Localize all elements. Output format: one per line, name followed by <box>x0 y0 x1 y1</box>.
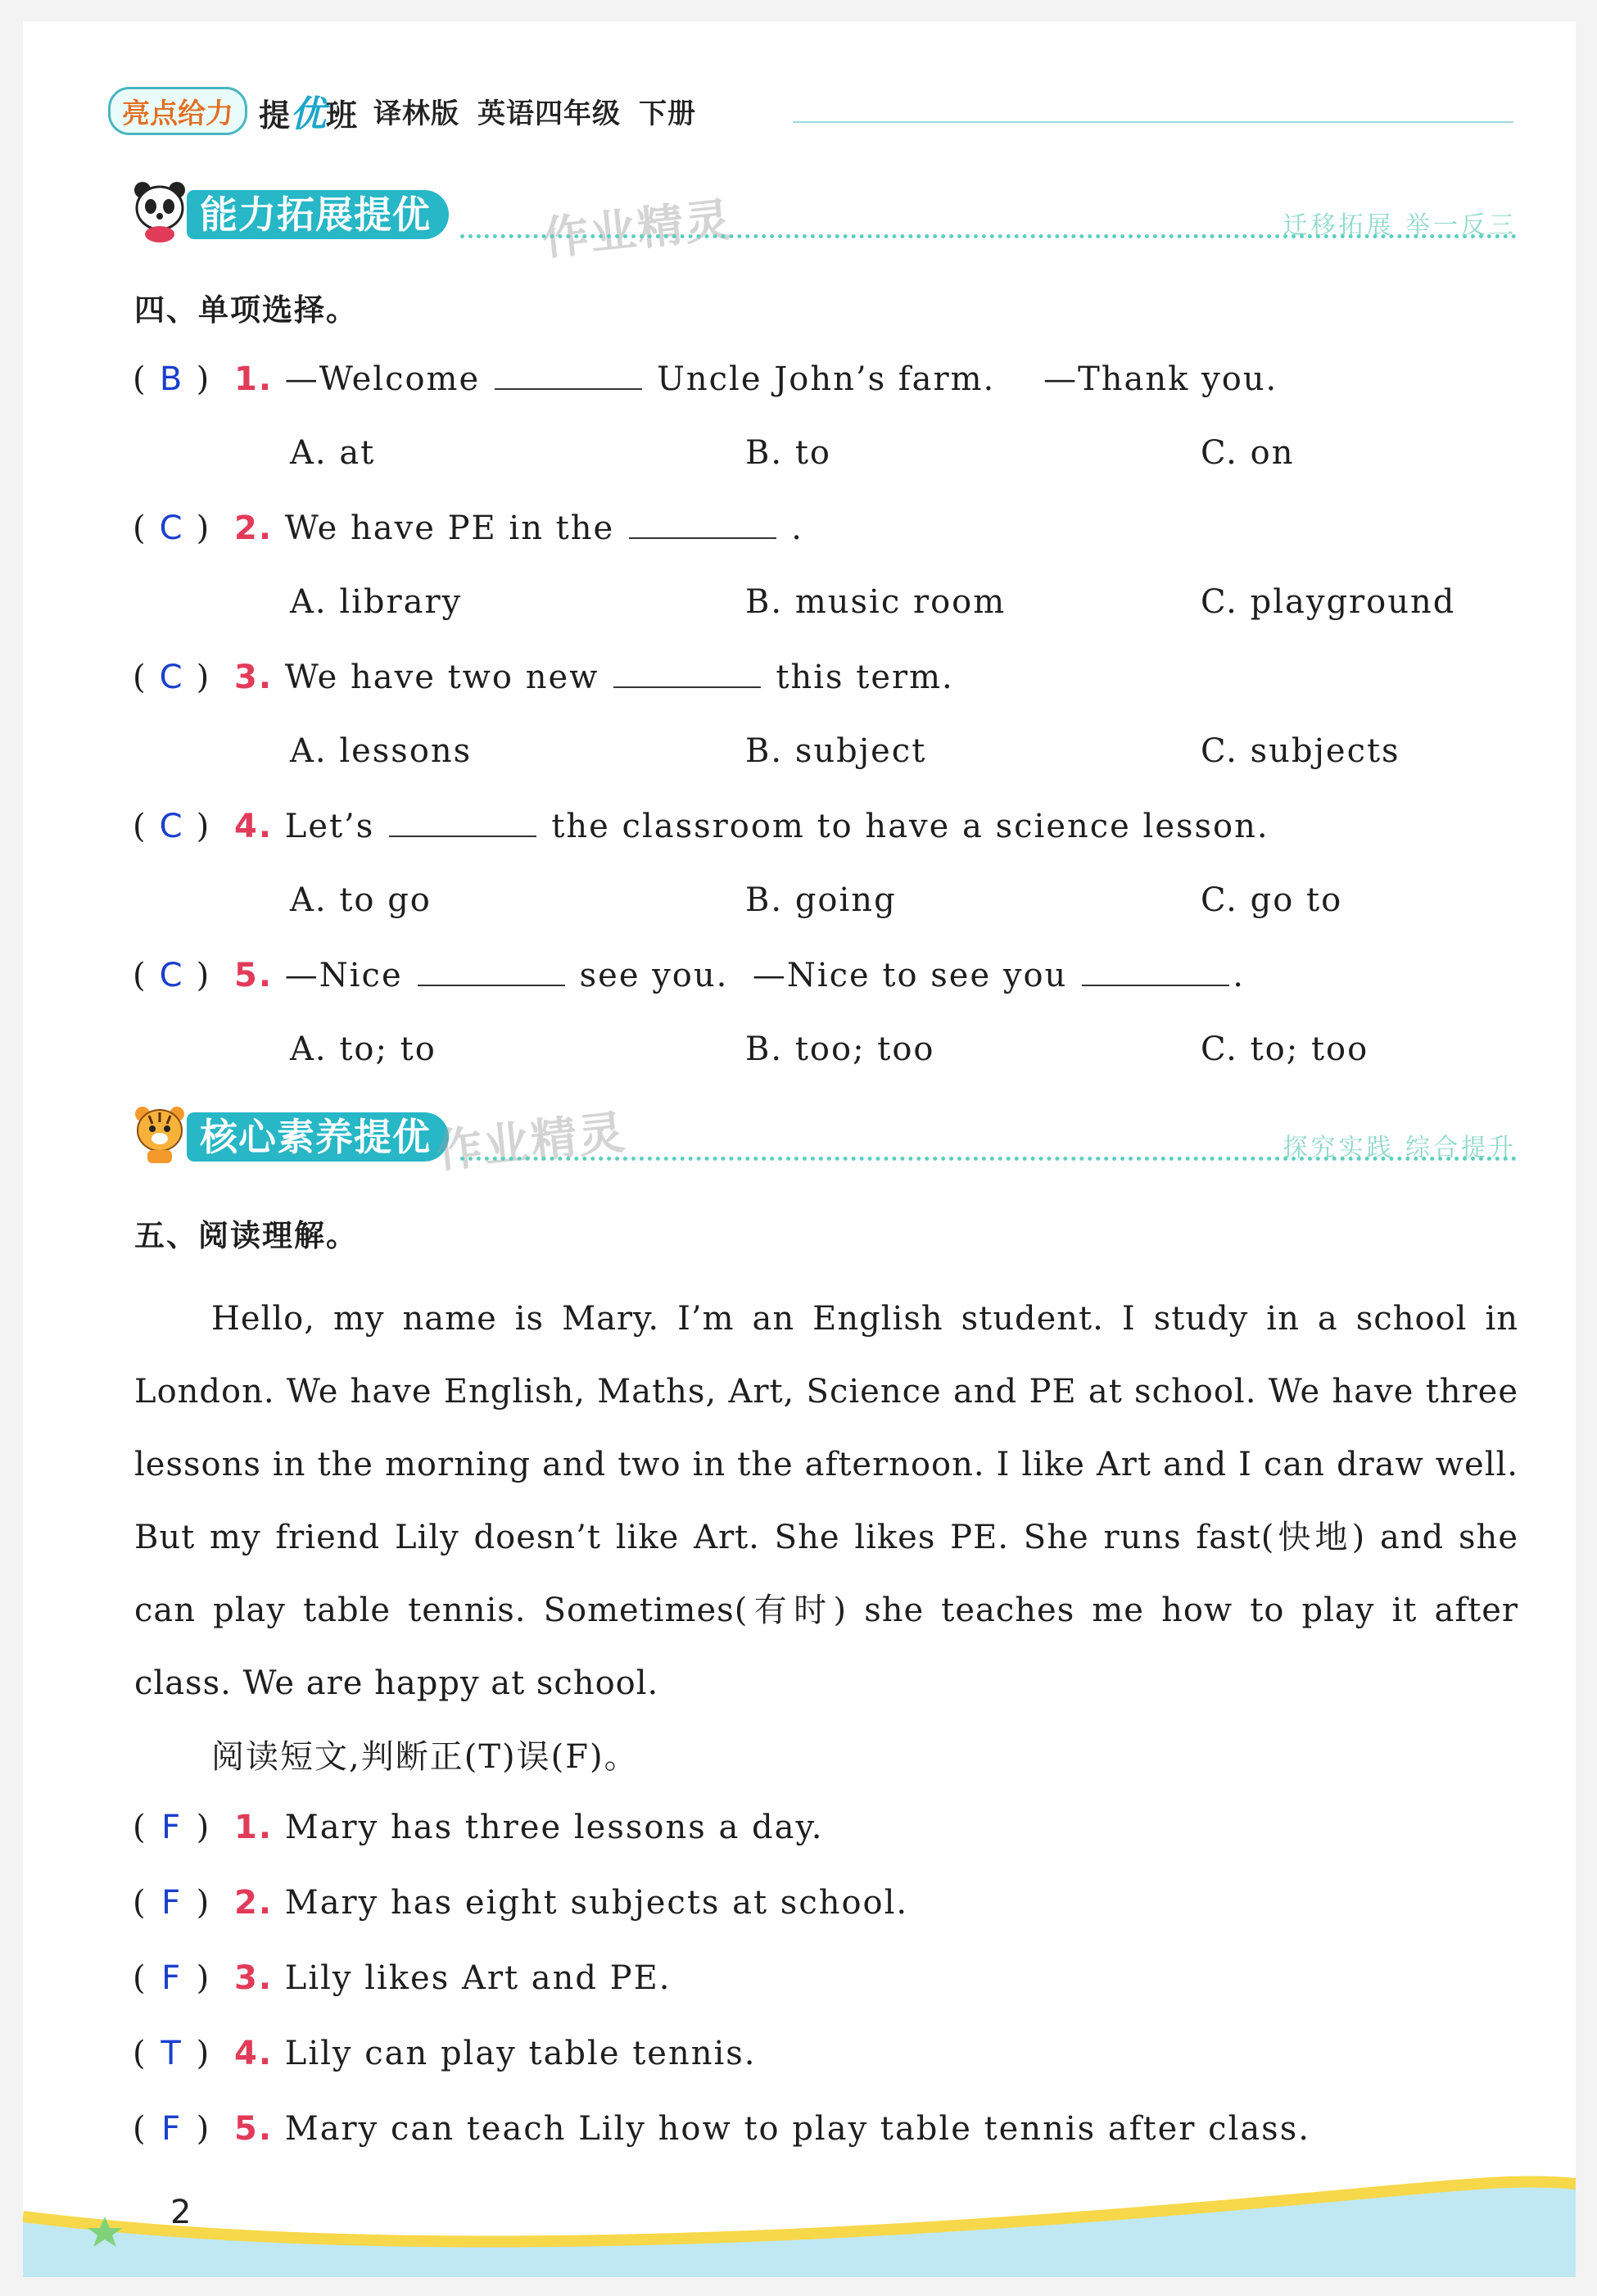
answer-blank-2 <box>1082 960 1229 986</box>
statement-text: Mary has eight subjects at school. <box>284 1884 909 1922</box>
statement-number: 1. <box>234 1809 274 1846</box>
question-text-b: . <box>791 509 803 547</box>
answer-blank <box>389 811 536 837</box>
question-text-c: —Nice to see you <box>752 957 1068 994</box>
answer-value: F <box>161 1959 183 1997</box>
answer-value: T <box>161 2035 183 2072</box>
passage-text: Hello, my name is Mary. I’m an English student. I study in a school in London. We have English, Maths, Art, Science and PE at school. We have three lessons in the morning and two in the afternoon. I like Art and I can draw well. But my friend Lily doesn’t like Art. She likes PE. She runs fast(快地) and she can play table tennis. Sometimes(有时) she teaches me how to play it after class. We are happy at school. <box>134 1300 1518 1702</box>
option-b: B. subject <box>745 732 927 770</box>
question-4 <box>133 808 1269 845</box>
statement-5 <box>133 2110 1310 2148</box>
option-c: C. subjects <box>1201 732 1400 770</box>
question-3 <box>133 659 954 696</box>
answer-value: C <box>159 957 184 994</box>
statement-1 <box>133 1809 823 1846</box>
reading-instruction: 阅读短文,判断正(T)误(F)。 <box>211 1738 639 1776</box>
option-b: B. to <box>745 434 831 472</box>
question-text-a: Let’s <box>284 808 375 845</box>
page-number: 2 <box>170 2194 192 2231</box>
option-a: A. to; to <box>290 1030 437 1068</box>
brand-logo: 亮点给力 <box>108 87 247 135</box>
statement-text: Lily can play table tennis. <box>284 2035 757 2072</box>
statement-number: 2. <box>234 1884 274 1922</box>
question-number: 3. <box>234 659 274 696</box>
statement-number: 4. <box>234 2035 274 2072</box>
series-char-3: 班 <box>326 97 358 134</box>
answer-blank <box>613 662 761 688</box>
header-divider <box>793 121 1513 123</box>
edition-label: 译林版 <box>373 97 460 130</box>
question-number: 1. <box>234 360 274 398</box>
answer-value: C <box>159 509 184 547</box>
answer-bracket: ( B ) <box>133 360 211 398</box>
answer-bracket: ( C ) <box>133 957 211 994</box>
answer-bracket: ( T ) <box>133 2035 211 2072</box>
watermark: 作业精灵 <box>433 1106 629 1179</box>
question-text-b: this term. <box>776 659 954 696</box>
answer-value: B <box>159 360 184 398</box>
question-2 <box>133 509 803 547</box>
option-a: A. at <box>290 434 376 472</box>
question-text-b: the classroom to have a science lesson. <box>551 808 1269 845</box>
answer-value: F <box>161 2110 183 2148</box>
question-5 <box>133 957 1245 994</box>
subject-label: 英语四年级 <box>477 97 622 130</box>
section-title-reading: 五、阅读理解。 <box>134 1218 358 1253</box>
answer-bracket: ( F ) <box>133 1809 211 1846</box>
reading-passage <box>134 1283 1518 1720</box>
question-text-a: We have PE in the <box>284 509 615 547</box>
question-text-b: Uncle John’s farm. <box>657 360 996 398</box>
option-a: A. library <box>290 583 463 621</box>
question-1 <box>133 360 1278 398</box>
statement-4 <box>133 2035 757 2072</box>
statement-number: 5. <box>234 2110 274 2148</box>
answer-bracket: ( C ) <box>133 808 211 845</box>
answer-value: F <box>161 1809 183 1846</box>
banner-title: 能力拓展提优 <box>187 190 449 239</box>
series-char-2: 优 <box>290 93 327 135</box>
question-number: 5. <box>234 957 274 994</box>
banner-dotted-line <box>460 234 1517 238</box>
option-a: A. lessons <box>290 732 473 770</box>
option-c: C. go to <box>1201 881 1343 919</box>
question-text-b: see you. <box>579 957 729 994</box>
question-number: 4. <box>234 808 274 845</box>
question-text-d: . <box>1233 957 1246 994</box>
tiger-mascot-icon <box>131 1103 188 1165</box>
question-text-c: —Thank you. <box>1043 360 1278 398</box>
banner-slogan: 迁移拓展 举一反三 <box>1283 211 1517 240</box>
option-c: C. on <box>1201 434 1295 472</box>
banner-title: 核心素养提优 <box>187 1112 449 1162</box>
section-banner-ability <box>108 177 1517 266</box>
option-a: A. to go <box>290 881 432 919</box>
option-b: B. music room <box>745 583 1007 621</box>
page-header <box>108 85 714 136</box>
statement-text: Mary has three lessons a day. <box>284 1809 824 1846</box>
answer-bracket: ( F ) <box>133 2110 211 2148</box>
banner-slogan: 探究实践 综合提升 <box>1283 1134 1517 1162</box>
answer-bracket: ( F ) <box>133 1884 211 1922</box>
question-number: 2. <box>234 509 274 547</box>
answer-bracket: ( C ) <box>133 509 211 547</box>
section-banner-core <box>108 1099 1517 1179</box>
answer-value: C <box>159 659 184 696</box>
question-text-a: —Nice <box>284 957 403 994</box>
answer-bracket: ( F ) <box>133 1959 211 1997</box>
statement-2 <box>133 1884 908 1922</box>
option-b: B. too; too <box>745 1030 935 1068</box>
answer-value: F <box>161 1884 183 1922</box>
series-name <box>259 84 357 137</box>
watermark: 作业精灵 <box>540 193 735 266</box>
statement-text: Mary can teach Lily how to play table tennis after class. <box>284 2110 1310 2148</box>
book-info <box>373 91 714 131</box>
statement-number: 3. <box>234 1959 274 1997</box>
section-title-choice: 四、单项选择。 <box>134 292 358 328</box>
banner-dotted-line <box>460 1157 1517 1161</box>
option-c: C. to; too <box>1201 1030 1369 1068</box>
footer-wave <box>23 2167 1576 2277</box>
statement-3 <box>133 1959 672 1997</box>
option-c: C. playground <box>1201 583 1456 621</box>
question-text-a: We have two new <box>284 659 599 696</box>
statement-text: Lily likes Art and PE. <box>284 1959 672 1997</box>
volume-label: 下册 <box>639 97 697 130</box>
answer-blank <box>629 513 776 539</box>
answer-blank <box>495 364 642 390</box>
panda-mascot-icon <box>131 180 188 242</box>
answer-bracket: ( C ) <box>133 659 211 696</box>
workbook-page <box>23 21 1576 2277</box>
answer-blank <box>418 960 565 986</box>
series-char-1: 提 <box>259 97 291 134</box>
answer-value: C <box>159 808 184 845</box>
option-b: B. going <box>745 881 897 919</box>
question-text-a: —Welcome <box>284 360 481 398</box>
